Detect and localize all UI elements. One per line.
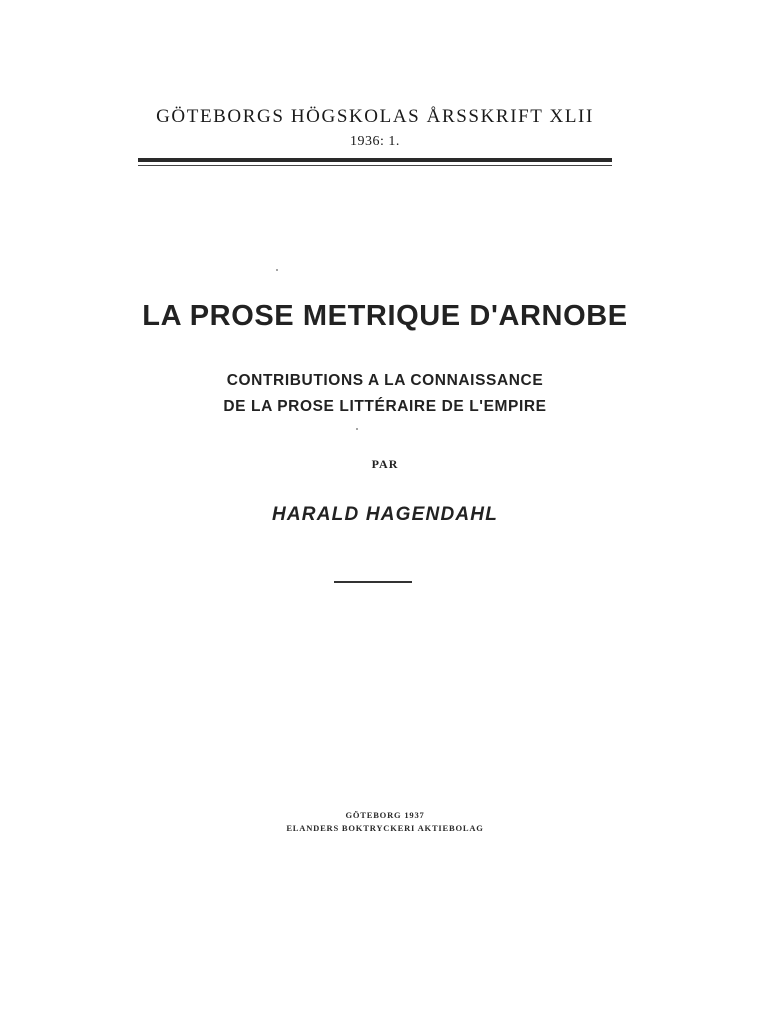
header-rule-thin (138, 165, 612, 166)
subtitle-line-1: CONTRIBUTIONS A LA CONNAISSANCE (226, 372, 544, 389)
imprint-place-year: GÖTEBORG 1937 (345, 810, 425, 820)
subtitle-line-2: DE LA PROSE LITTÉRAIRE DE L'EMPIRE (223, 398, 547, 415)
paper-speck (276, 269, 278, 271)
paper-speck (356, 428, 358, 430)
separator-rule (334, 581, 412, 583)
series-number: 1936: 1. (350, 134, 400, 149)
by-label: PAR (371, 457, 399, 471)
series-title: GÖTEBORGS HÖGSKOLAS ÅRSSKRIFT XLII (156, 106, 594, 127)
imprint-printer: ELANDERS BOKTRYCKERI AKTIEBOLAG (286, 823, 484, 833)
header-rule-thick (138, 158, 612, 162)
work-title: LA PROSE METRIQUE D'ARNOBE (142, 300, 628, 332)
author-name: HARALD HAGENDAHL (271, 504, 499, 525)
